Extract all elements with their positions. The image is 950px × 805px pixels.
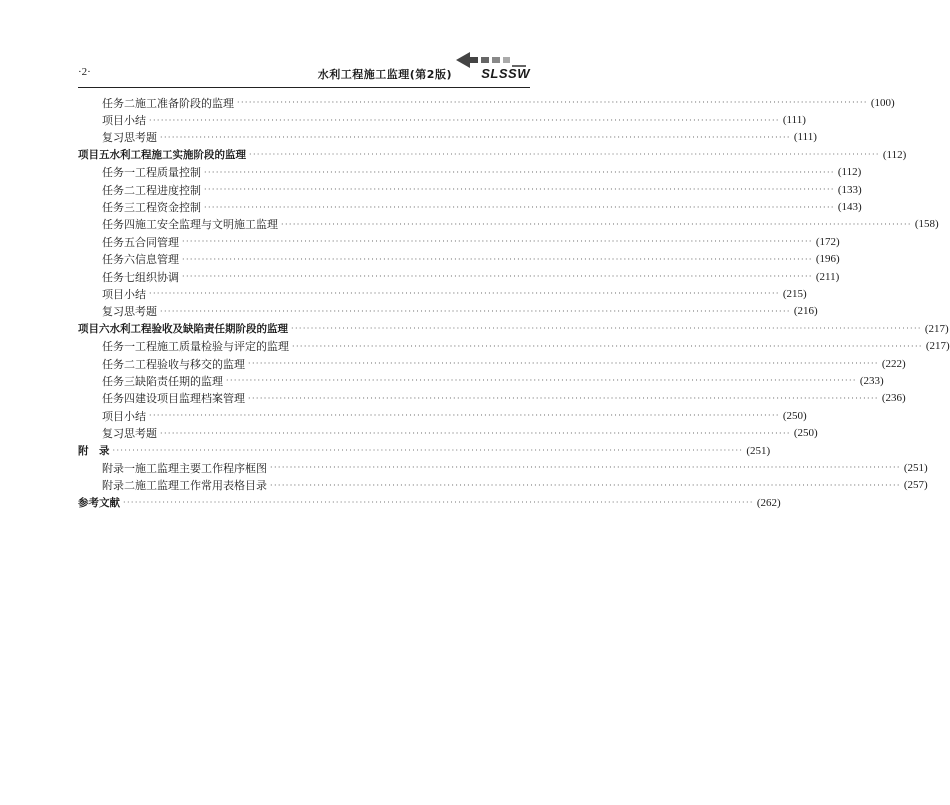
toc-entry[interactable]	[78, 337, 950, 354]
toc-entry-title: 工程施工质量检验与评定的监理	[135, 340, 289, 354]
toc-leader-dots: ································································································································································	[149, 289, 780, 299]
toc-entry-label: 任务三	[102, 201, 135, 215]
toc-page-number: (217)	[925, 340, 950, 353]
toc-entry-title: 工程资金控制	[135, 201, 201, 215]
toc-entry-label: 附录一	[102, 461, 135, 475]
toc-entry-label: 附 录	[78, 445, 110, 457]
toc-entry[interactable]	[78, 494, 781, 511]
toc-leader-dots: ································································································································································	[149, 411, 780, 421]
publisher-logo	[452, 50, 530, 88]
toc-entry-title: 水利工程施工实施阶段的监理	[109, 149, 246, 162]
toc-page-number: (217)	[924, 322, 949, 335]
toc-entry-label: 项目小结	[102, 114, 146, 128]
toc-leader-dots: ································································································································································	[123, 498, 754, 508]
toc-entry-label: 任务三	[102, 374, 135, 388]
toc-entry-label: 任务一	[102, 340, 135, 354]
toc-entry-label: 任务四	[102, 218, 135, 232]
toc-page-number: (222)	[881, 357, 906, 370]
toc-entry-title: 施工监理工作常用表格目录	[135, 479, 267, 493]
toc-entry[interactable]	[78, 477, 928, 494]
toc-entry-label: 任务五	[102, 235, 135, 249]
toc-entry-label: 复习思考题	[102, 427, 157, 441]
toc-entry-label: 项目六	[78, 323, 110, 336]
toc-leader-dots: ································································································································································	[237, 98, 868, 108]
toc-entry[interactable]	[78, 216, 939, 233]
toc-entry-title: 组织协调	[135, 270, 179, 284]
toc-leader-dots: ································································································································································	[248, 393, 879, 403]
toc-entry-title: 工程质量控制	[135, 166, 201, 180]
toc-leader-dots: ································································································································································	[270, 463, 901, 473]
toc-leader-dots: ································································································································································	[160, 132, 791, 142]
toc-page-number: (251)	[903, 461, 928, 474]
toc-entry[interactable]	[78, 181, 862, 198]
toc-entry-label: 任务二	[102, 183, 135, 197]
book-title: 水利工程施工监理(第2版)	[317, 68, 452, 81]
toc-entry-title: 施工监理主要工作程序框图	[135, 461, 267, 475]
toc-entry-label: 任务七	[102, 270, 135, 284]
toc-entry-title: 工程进度控制	[135, 183, 201, 197]
toc-entry-title: 缺陷责任期的监理	[135, 374, 223, 388]
toc-leader-dots: ································································································································································	[160, 428, 791, 438]
toc-entry-title: 水利工程验收及缺陷责任期阶段的监理	[109, 323, 288, 336]
toc-page-number: (236)	[881, 392, 906, 405]
toc-leader-dots: ································································································································································	[160, 306, 791, 316]
toc-leader-dots: ································································································································································	[291, 324, 922, 334]
toc-entry-title: 施工安全监理与文明施工监理	[135, 218, 278, 232]
toc-entry-label: 任务二	[102, 96, 135, 110]
toc-entry-label: 任务六	[102, 253, 135, 267]
toc-entry[interactable]	[78, 94, 895, 111]
toc-entry-title: 合同管理	[135, 235, 179, 249]
toc-entry[interactable]	[78, 320, 949, 337]
toc-entry-label: 项目五	[78, 149, 110, 162]
toc-leader-dots: ································································································································································	[292, 341, 923, 351]
toc-page-number: (251)	[746, 444, 771, 457]
toc-page-number: (172)	[815, 235, 840, 248]
toc-leader-dots: ································································································································································	[226, 376, 857, 386]
toc-page-number: (112)	[837, 166, 862, 179]
toc-page-number: (111)	[793, 131, 817, 144]
table-of-contents	[78, 94, 950, 511]
toc-entry-title: 施工准备阶段的监理	[135, 96, 234, 110]
toc-leader-dots: ································································································································································	[281, 219, 912, 229]
toc-leader-dots: ································································································································································	[249, 150, 880, 160]
toc-entry[interactable]	[78, 407, 807, 424]
toc-entry[interactable]	[78, 372, 884, 389]
toc-leader-dots: ································································································································································	[204, 167, 835, 177]
toc-entry-title: 工程验收与移交的监理	[135, 357, 245, 371]
toc-entry-label: 复习思考题	[102, 131, 157, 145]
toc-page-number: (196)	[815, 253, 840, 266]
toc-leader-dots: ································································································································································	[182, 237, 813, 247]
toc-leader-dots: ································································································································································	[182, 272, 813, 282]
toc-leader-dots: ································································································································································	[270, 480, 901, 490]
toc-page-number: (211)	[815, 270, 840, 283]
toc-entry-label: 任务二	[102, 357, 135, 371]
toc-entry[interactable]	[78, 164, 862, 181]
toc-page-number: (216)	[793, 305, 818, 318]
toc-page-number: (143)	[837, 201, 862, 214]
toc-entry-label: 项目小结	[102, 287, 146, 301]
toc-entry[interactable]	[78, 233, 840, 250]
toc-entry[interactable]	[78, 198, 862, 215]
toc-entry-label: 项目小结	[102, 409, 146, 423]
toc-leader-dots: ································································································································································	[182, 254, 813, 264]
toc-leader-dots: ································································································································································	[149, 115, 780, 125]
toc-leader-dots: ································································································································································	[248, 359, 879, 369]
toc-leader-dots: ································································································································································	[204, 185, 835, 195]
page-header	[78, 58, 530, 88]
toc-entry[interactable]	[78, 303, 818, 320]
toc-entry[interactable]	[78, 251, 840, 268]
toc-entry-label: 参考文献	[78, 497, 120, 510]
toc-entry-title: 信息管理	[135, 253, 179, 267]
toc-entry[interactable]	[78, 268, 840, 285]
toc-entry[interactable]	[78, 424, 818, 441]
toc-entry[interactable]	[78, 111, 806, 128]
toc-page-number: (133)	[837, 183, 862, 196]
toc-page-number: (158)	[914, 218, 939, 231]
toc-page-number: (257)	[903, 479, 928, 492]
toc-entry-title: 建设项目监理档案管理	[135, 392, 245, 406]
toc-page-number: (250)	[793, 427, 818, 440]
toc-page-number: (233)	[859, 374, 884, 387]
toc-page-number: (100)	[870, 96, 895, 109]
toc-leader-dots: ································································································································································	[204, 202, 835, 212]
header-rule	[78, 87, 530, 88]
toc-page-number: (215)	[782, 287, 807, 300]
toc-entry[interactable]	[78, 442, 771, 459]
toc-entry[interactable]	[78, 355, 906, 372]
toc-entry[interactable]	[78, 146, 907, 163]
toc-entry-label: 复习思考题	[102, 305, 157, 319]
toc-entry[interactable]	[78, 459, 928, 476]
toc-entry-label: 任务四	[102, 392, 135, 406]
page-number: ·2·	[78, 66, 91, 78]
toc-page-number: (111)	[782, 114, 806, 127]
toc-entry-label: 附录二	[102, 479, 135, 493]
toc-leader-dots: ································································································································································	[112, 446, 744, 455]
toc-entry[interactable]	[78, 285, 807, 302]
logo-text: SLSSW	[481, 66, 530, 81]
toc-page-number: (262)	[756, 496, 781, 509]
toc-page-number: (112)	[882, 148, 907, 161]
toc-entry[interactable]	[78, 129, 817, 146]
toc-entry-label: 任务一	[102, 166, 135, 180]
toc-page-number: (250)	[782, 409, 807, 422]
toc-entry[interactable]	[78, 390, 906, 407]
